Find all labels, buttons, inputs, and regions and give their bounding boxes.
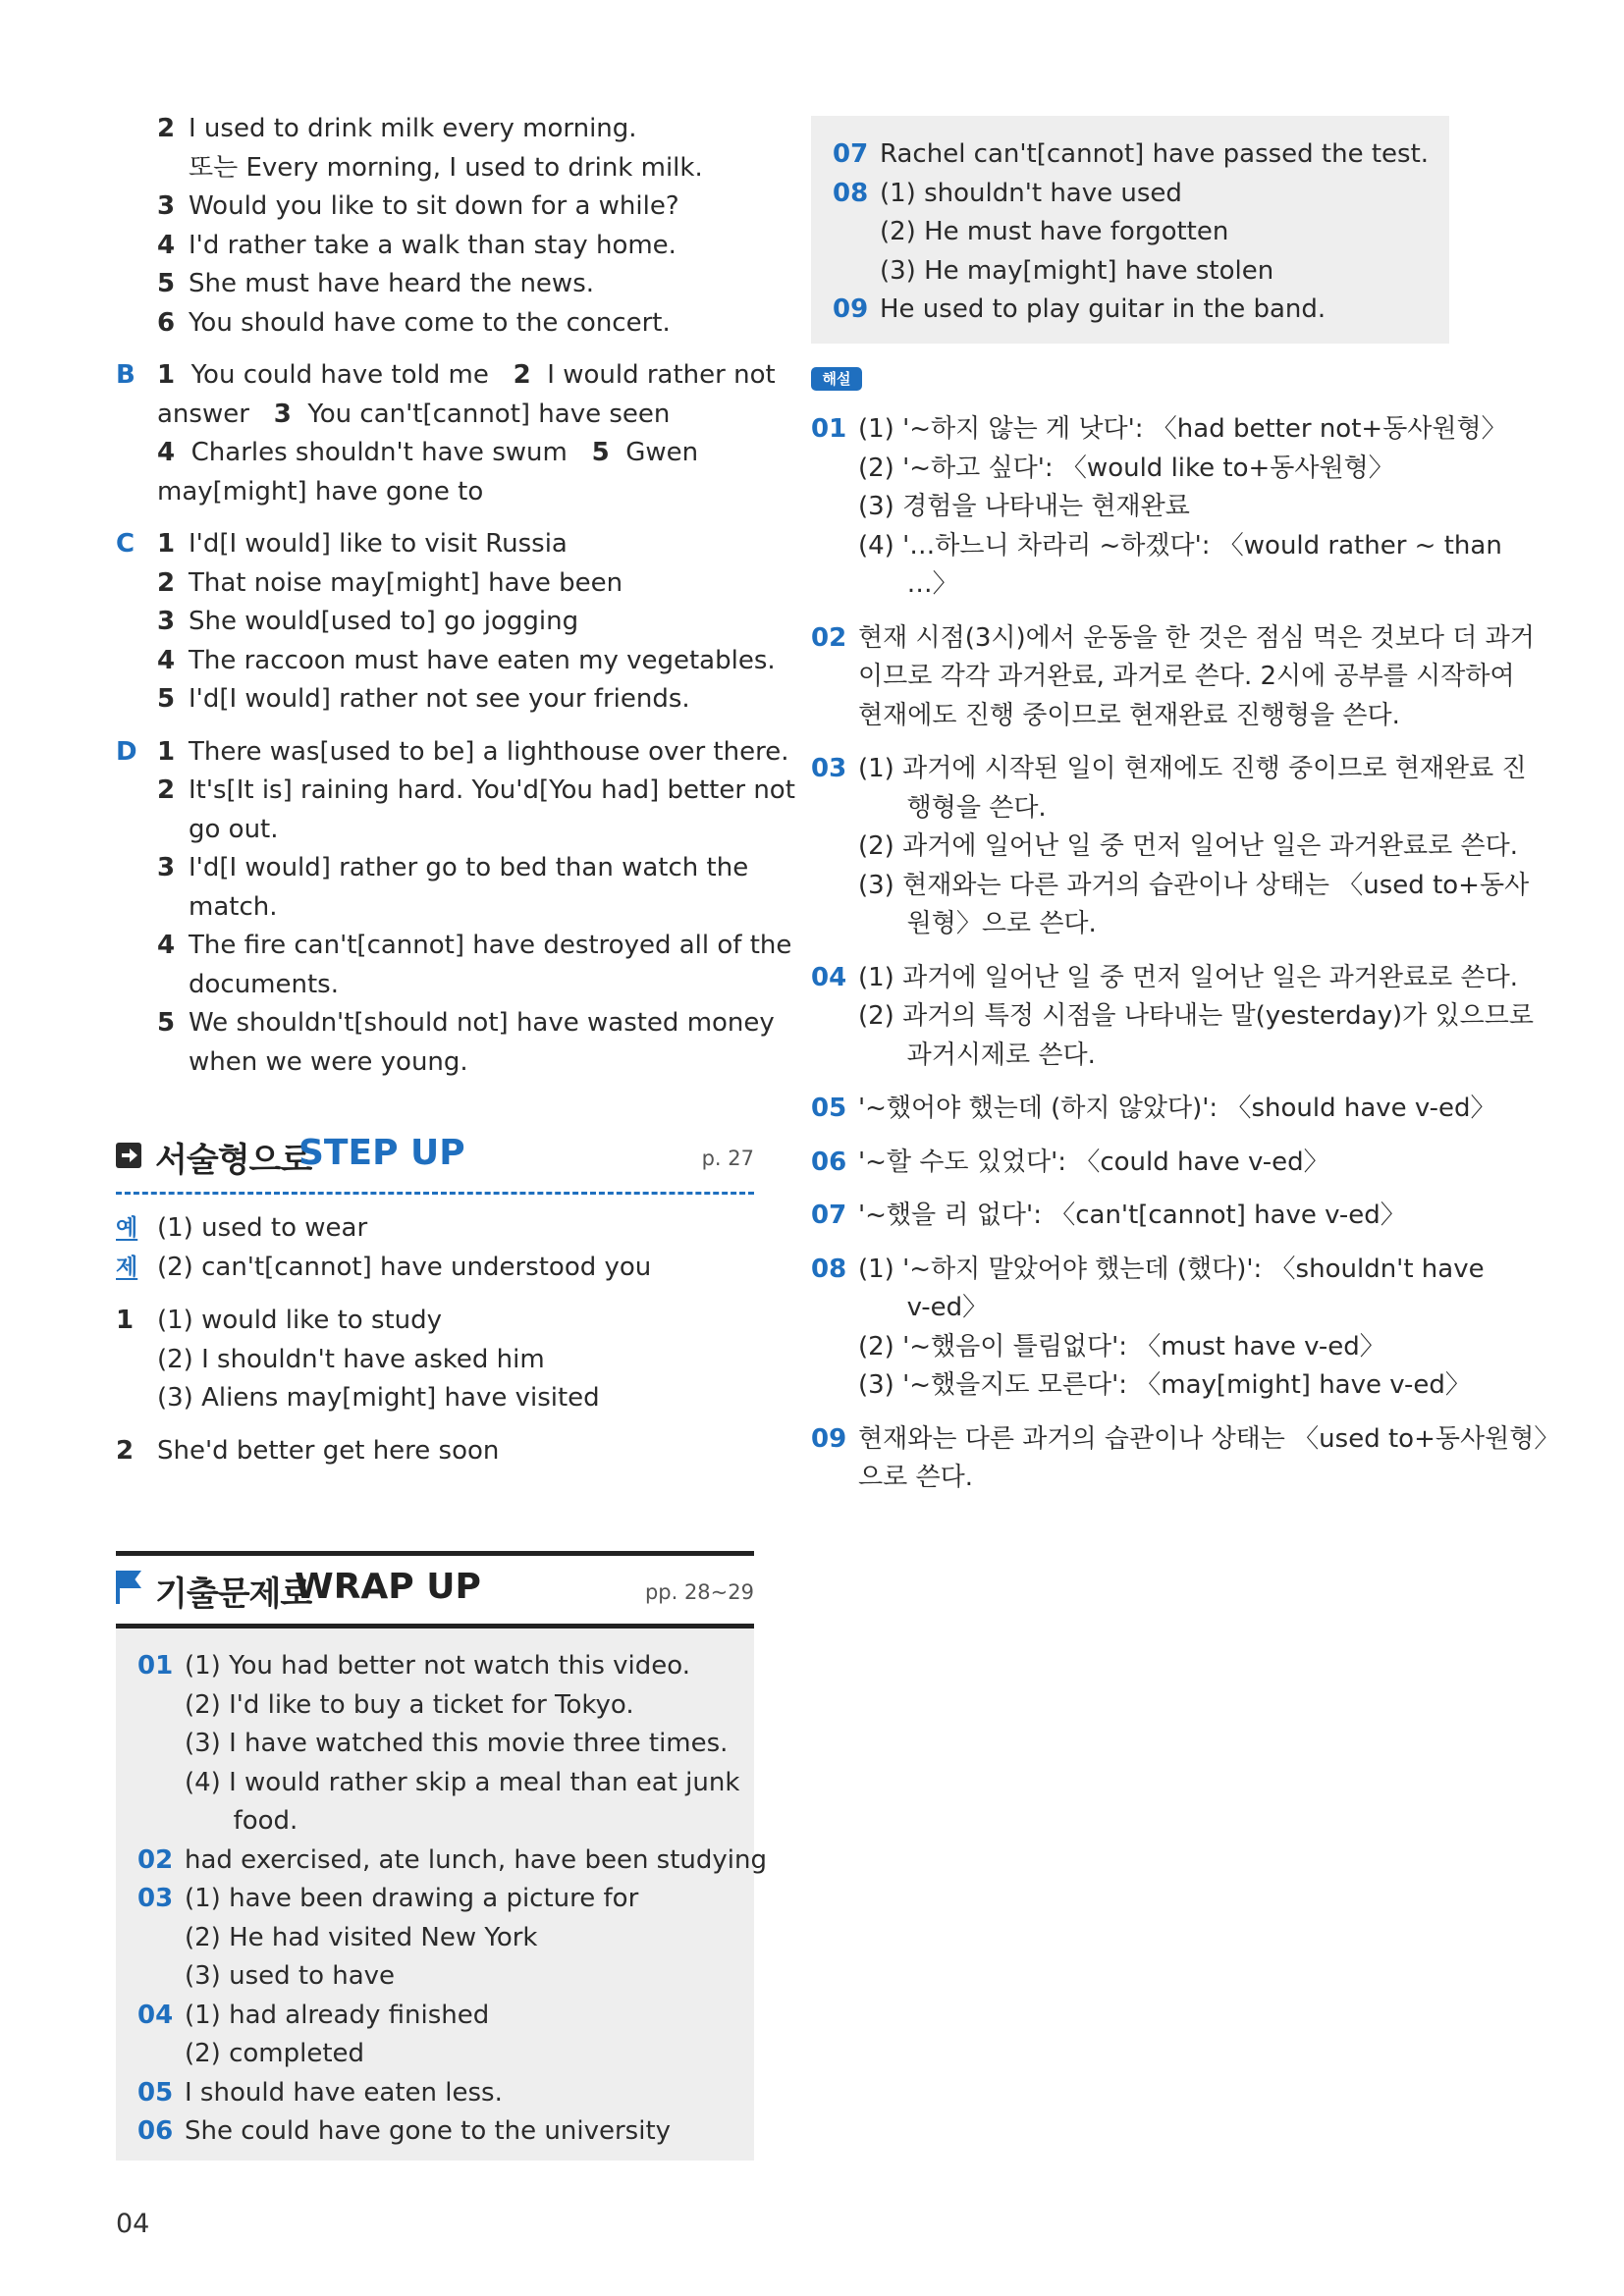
stepup-page-ref: p. 27: [701, 1147, 754, 1170]
item-line: I'd[I would] like to visit Russia: [189, 529, 568, 559]
right-answer-item: [833, 175, 1441, 292]
item-number: 6: [157, 307, 176, 338]
d-item: [157, 849, 795, 927]
item-line: I'd rather take a walk than stay home.: [189, 230, 677, 260]
b-line-2: [157, 396, 776, 435]
explanation-item: [811, 1090, 1496, 1129]
item-number: 05: [137, 2077, 174, 2108]
item-line: '~할 수도 있었다': 〈could have v-ed〉: [858, 1147, 1329, 1177]
item-line: match.: [189, 891, 278, 922]
item-line: (1) had already finished: [185, 2000, 490, 2030]
item-number: 03: [811, 754, 847, 783]
item-number: 2: [157, 775, 176, 805]
item-line: (1) '~하지 않는 게 낫다': 〈had better not+동사원형〉: [858, 414, 1507, 444]
b-line-3: [157, 434, 776, 473]
item-line: I used to drink milk every morning.: [189, 114, 637, 143]
item-line: (2) '~했음이 틀림없다': 〈must have v-ed〉: [858, 1331, 1385, 1362]
left-column: [116, 110, 795, 1095]
b-num: 5: [591, 438, 610, 467]
item-line: We shouldn't[should not] have wasted money: [189, 1008, 775, 1038]
item-line: (3) 경험을 나타내는 현재완료: [858, 492, 1190, 521]
item-line: '~했어야 했는데 (하지 않았다)': 〈should have v-ed〉: [858, 1094, 1496, 1123]
item-line: Would you like to sit down for a while?: [189, 191, 679, 221]
b-num: 3: [273, 399, 292, 429]
item-line: 현재와는 다른 과거의 습관이나 상태는 〈used to+동사원형〉: [858, 1423, 1560, 1454]
item-number: 06: [137, 2116, 174, 2146]
item-line: (3) He may[might] have stolen: [880, 255, 1274, 286]
explanation-item: [811, 619, 1535, 736]
section-d: [116, 733, 795, 1083]
a-item: [157, 227, 754, 266]
stepup-divider: [116, 1192, 754, 1195]
item-line: Rachel can't[cannot] have passed the test.: [880, 139, 1430, 169]
item-number: 5: [157, 684, 176, 714]
section-letter-c: C: [116, 529, 135, 559]
item-number: 04: [137, 2000, 174, 2030]
item-line: There was[used to be] a lighthouse over there.: [189, 736, 789, 767]
item-number: 4: [157, 931, 176, 960]
b-line-1: [157, 356, 776, 396]
b-answer: I would rather not: [547, 360, 776, 390]
item-number: 09: [833, 294, 869, 324]
item-line: (1) You had better not watch this video.: [185, 1651, 690, 1681]
d-item: [157, 927, 795, 1004]
b-answer: answer: [157, 399, 249, 429]
item-line: (3) 현재와는 다른 과거의 습관이나 상태는 〈used to+동사: [858, 870, 1530, 900]
example-label: 예제: [116, 1215, 138, 1280]
section-letter-b: B: [116, 360, 135, 390]
item-line: had exercised, ate lunch, have been studying: [185, 1844, 767, 1875]
answer-line: (1) would like to study: [157, 1306, 443, 1335]
item-line: 현재 시점(3시)에서 운동을 한 것은 점심 먹은 것보다 더 과거: [858, 622, 1535, 653]
explanation-badge: 해설: [811, 367, 862, 391]
item-line: 행형을 쓴다.: [858, 792, 1047, 823]
example-line: (1) used to wear: [157, 1213, 368, 1243]
item-number: 07: [811, 1201, 847, 1230]
d-item: [157, 733, 795, 773]
b-answer: Gwen: [625, 438, 699, 467]
item-line: 으로 쓴다.: [858, 1463, 973, 1492]
item-line: That noise may[might] have been: [189, 567, 623, 598]
item-number: 08: [833, 178, 869, 208]
item-number: 02: [811, 622, 847, 653]
item-number: 03: [137, 1884, 174, 1913]
wrapup-item: [137, 1842, 767, 1881]
item-line: The fire can't[cannot] have destroyed all of the: [189, 931, 792, 960]
q-num: 1: [116, 1306, 135, 1335]
item-line: 원형〉으로 쓴다.: [858, 909, 1097, 938]
item-line: She must have heard the news.: [189, 269, 595, 298]
stepup-q1: [116, 1302, 754, 1418]
item-number: 08: [811, 1254, 847, 1284]
item-line: …〉: [858, 569, 958, 599]
wrapup-top-rule: [116, 1551, 754, 1556]
right-answer-item: [833, 135, 1441, 175]
item-line: (2) He had visited New York: [185, 1922, 538, 1952]
right-answer-item: [833, 291, 1441, 330]
item-line: She would[used to] go jogging: [189, 607, 579, 636]
item-line: (3) I have watched this movie three times.: [185, 1729, 729, 1758]
b-answer: may[might] have gone to: [157, 476, 484, 507]
item-number: 4: [157, 645, 176, 675]
item-line: (3) '~했을지도 모른다': 〈may[might] have v-ed〉: [858, 1370, 1471, 1400]
explanation-item: [811, 959, 1534, 1076]
page-number: 04: [116, 2209, 150, 2239]
item-number: 5: [157, 1008, 176, 1038]
item-number: 1: [157, 736, 176, 767]
flag-icon: [116, 1571, 120, 1604]
item-line: when we were young.: [189, 1046, 468, 1077]
item-line: I'd[I would] rather go to bed than watch the: [189, 853, 749, 882]
wrapup-item: [137, 2074, 746, 2113]
d-item: [157, 772, 795, 849]
item-line: documents.: [189, 969, 339, 999]
item-line: I'd[I would] rather not see your friends.: [189, 684, 690, 714]
item-number: 01: [811, 414, 847, 444]
item-number: 1: [157, 529, 176, 559]
item-line: (2) '~하고 싶다': 〈would like to+동사원형〉: [858, 453, 1394, 483]
item-number: 2: [157, 567, 176, 598]
answer-line: (2) I shouldn't have asked him: [157, 1344, 545, 1374]
c-item: [157, 564, 776, 604]
explanation-item: [811, 410, 1507, 605]
q-num: 2: [116, 1435, 135, 1466]
answer-line: (3) Aliens may[might] have visited: [157, 1383, 600, 1413]
item-line: (3) used to have: [185, 1961, 396, 1991]
item-line: 현재에도 진행 중이므로 현재완료 진행형을 쓴다.: [858, 700, 1400, 730]
section-letter-d: D: [116, 736, 137, 767]
section-b: [116, 356, 776, 511]
explanation-item: [811, 1420, 1560, 1498]
item-line: The raccoon must have eaten my vegetables.: [189, 645, 776, 675]
explanation-list: [811, 410, 1560, 1513]
d-item: [157, 1004, 795, 1082]
wrapup-item: [137, 1997, 746, 2074]
item-line: (2) completed: [185, 2039, 365, 2068]
c-item: [157, 680, 776, 720]
a-item: [157, 187, 754, 227]
item-line: I should have eaten less.: [185, 2077, 503, 2108]
explanation-item: [811, 750, 1530, 944]
answer-line: She'd better get here soon: [157, 1435, 500, 1466]
item-line: (2) 과거에 일어난 일 중 먼저 일어난 일은 과거완료로 쓴다.: [858, 831, 1519, 861]
item-line: (2) 과거의 특정 시점을 나타내는 말(yesterday)가 있으므로: [858, 1001, 1534, 1031]
item-line: (1) have been drawing a picture for: [185, 1884, 639, 1913]
a-item: [157, 265, 754, 304]
item-line: (4) '…하느니 차라리 ~하겠다': 〈would rather ~ than: [858, 530, 1502, 561]
stepup-body: [116, 1209, 754, 1470]
c-item: [157, 642, 776, 681]
item-line: 과거시제로 쓴다.: [858, 1040, 1096, 1070]
b-num: 4: [157, 438, 176, 467]
item-number: 4: [157, 230, 176, 260]
item-line: (2) He must have forgotten: [880, 217, 1229, 246]
item-line: It's[It is] raining hard. You'd[You had] better not: [189, 775, 795, 805]
item-line: 이므로 각각 과거완료, 과거로 쓴다. 2시에 공부를 시작하여: [858, 662, 1515, 691]
item-line: go out.: [189, 814, 279, 844]
item-number: 05: [811, 1094, 847, 1123]
arrow-right-icon: [116, 1143, 141, 1168]
item-line: (1) '~하지 말았어야 했는데 (했다)': 〈shouldn't have: [858, 1254, 1485, 1284]
example-line: (2) can't[cannot] have understood you: [157, 1252, 652, 1282]
item-line: She could have gone to the university: [185, 2116, 672, 2146]
b-line-4: [157, 473, 776, 512]
item-line: 또는 Every morning, I used to drink milk.: [189, 152, 703, 183]
stepup-title-en: STEP UP: [298, 1133, 465, 1173]
section-c: [116, 525, 776, 720]
item-number: 2: [157, 114, 176, 143]
b-answer: You can't[cannot] have seen: [307, 399, 671, 429]
item-line: (1) 과거에 일어난 일 중 먼저 일어난 일은 과거완료로 쓴다.: [858, 962, 1519, 992]
item-number: 01: [137, 1651, 174, 1681]
item-number: 5: [157, 269, 176, 298]
section-a-continued: [116, 110, 754, 343]
item-number: 02: [137, 1844, 174, 1875]
item-line: He used to play guitar in the band.: [880, 294, 1326, 324]
item-number: 3: [157, 191, 176, 221]
c-item: [157, 603, 776, 642]
item-number: 09: [811, 1423, 847, 1454]
item-line: (1) shouldn't have used: [880, 178, 1182, 208]
item-number: 06: [811, 1147, 847, 1177]
item-number: 07: [833, 139, 869, 169]
explanation-item: [811, 1251, 1485, 1406]
b-num: 2: [513, 360, 531, 390]
b-answer: Charles shouldn't have swum: [190, 438, 568, 467]
item-line: You should have come to the concert.: [189, 307, 671, 338]
stepup-example: [116, 1209, 754, 1288]
wrapup-header: [116, 1561, 754, 1616]
b-answer: You could have told me: [190, 360, 489, 390]
item-line: (2) I'd like to buy a ticket for Tokyo.: [185, 1689, 634, 1720]
b-num: 1: [157, 360, 176, 390]
explanation-item: [811, 1144, 1449, 1183]
stepup-title-kr: 서술형으로: [155, 1141, 312, 1180]
item-line: '~했을 리 없다': 〈can't[cannot] have v-ed〉: [858, 1201, 1406, 1230]
item-line: (1) 과거에 시작된 일이 현재에도 진행 중이므로 현재완료 진: [858, 754, 1527, 783]
item-number: 04: [811, 962, 847, 992]
item-line: (4) I would rather skip a meal than eat junk: [185, 1767, 740, 1797]
a-item: [157, 304, 754, 344]
item-number: 3: [157, 607, 176, 636]
item-number: 3: [157, 853, 176, 882]
c-item: [157, 525, 776, 564]
wrapup-item: [137, 1880, 746, 1997]
wrapup-item: [137, 1647, 746, 1842]
a-item: [157, 110, 754, 187]
stepup-header: [116, 1129, 754, 1182]
item-line: food.: [185, 1806, 298, 1836]
wrapup-page-ref: pp. 28~29: [644, 1580, 754, 1604]
stepup-q2: [116, 1432, 754, 1471]
wrapup-answers: [137, 1647, 767, 2152]
item-line: v-ed〉: [858, 1293, 989, 1322]
wrapup-item: [137, 2112, 746, 2152]
wrapup-title-kr: 기출문제로: [155, 1575, 312, 1614]
explanation-item: [811, 1197, 1449, 1236]
right-answers: [833, 135, 1441, 330]
wrapup-title-en: WRAP UP: [295, 1567, 481, 1607]
